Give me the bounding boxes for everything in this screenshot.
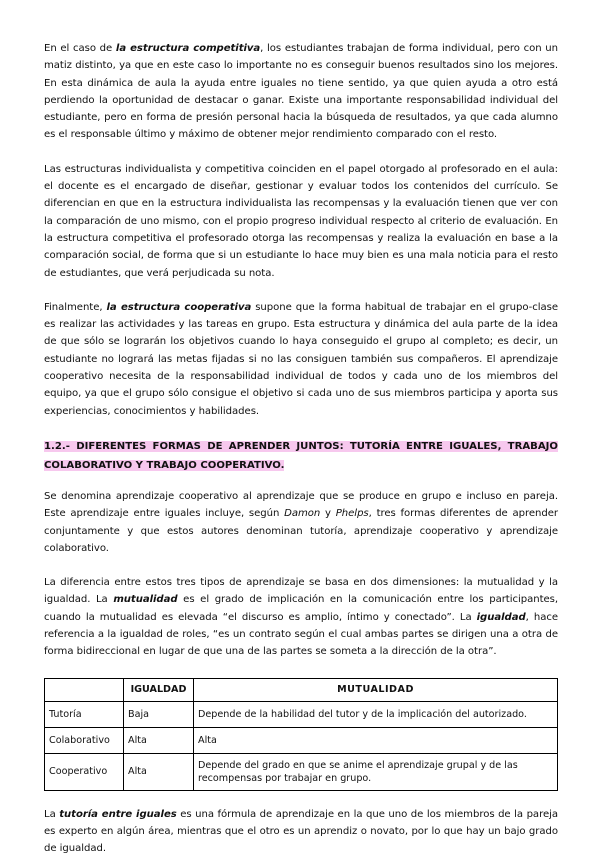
table-cell-mutualidad: Depende de la habilidad del tutor y de la implicación del autorizado. [194, 701, 558, 727]
paragraph-cooperative-structure [44, 299, 558, 420]
table-header-igualdad: IGUALDAD [124, 678, 194, 701]
table-cell-igualdad: Alta [124, 727, 194, 753]
text: , los estudiantes trabajan de forma individual, pero con un matiz distinto, ya que en este caso lo importante no es conseguir buenos resultados sino los mejores. En esta dinámica de aula la ayuda entre iguales no tiene sentido, ya que quien ayuda a otro está perdiendo la oportunidad de destacar o ganar. Existe una importante responsabilidad individual del estudiante, pero en forma de presión personal hacia la búsqueda de resultados, ya que cada alumno es el responsable último y máximo de obtener mejor rendimiento comparado con el resto. [44, 43, 558, 141]
table-cell-igualdad: Alta [124, 753, 194, 790]
text: supone que la forma habitual de trabajar en el grupo-clase es realizar las actividades y las tareas en grupo. Esta estructura y dinámica del aula parte de la idea de que sólo se lograrán los objetivos cuando lo haya conseguido el grupo al completo; es decir, un estudiante no logrará las metas fijadas si no las consiguen también sus compañeros. El aprendizaje cooperativo necesita de la responsabilidad individual de todos y cada uno de los miembros del equipo, ya que el grupo sólo consigue el objetivo si cada uno de sus miembros participa y aporta sus experiencias, conocimientos y habilidades. [44, 301, 558, 417]
text: y [320, 508, 336, 520]
text: , hace referencia a la igualdad de roles, “es un contrato según el cual ambas partes se dirigen una a otra de forma bidireccional en lugar de que una de las partes se someta a la dirección de la otra”. [44, 611, 558, 658]
text: La diferencia entre estos tres tipos de aprendizaje se basa en dos dimensiones: la mutualidad y la igualdad. La [44, 577, 558, 606]
term-cooperative-structure: la estructura cooperativa [106, 301, 252, 313]
section-heading-text: 1.2.- DIFERENTES FORMAS DE APRENDER JUNTOS: TUTORÍA ENTRE IGUALES, TRABAJO COLABORATIVO Y TRABAJO COOPERATIVO. [44, 440, 558, 471]
table-row [45, 727, 558, 753]
paragraph-structures-comparison: Las estructuras individualista y competitiva coinciden en el papel otorgado al profesorado en el aula: el docente es el encargado de diseñar, gestionar y evaluar todos los contenidos del currículo. Se diferencian en que en la estructura individualista las recompensas y la evaluación tienen que ver con la comparación de uno mismo, con el propio progreso individual respecto al criterio de evaluación. En la estructura competitiva el profesorado otorga las recompensas y realiza la evaluación en base a la comparación social, de forma que si un estudiante lo hace muy bien es una mala noticia para el resto de estudiantes, que verá perjudicada su nota. [44, 163, 558, 279]
paragraph-peer-tutoring [44, 806, 558, 858]
term-igualdad: igualdad [476, 611, 526, 623]
table-header-empty [45, 678, 124, 701]
text: es una fórmula de aprendizaje en la que uno de los miembros de la pareja es experto en algún área, mientras que el otro es un aprendiz o novato, por lo que hay un bajo grado de igualdad. [44, 808, 558, 855]
table-cell-type: Colaborativo [45, 727, 124, 753]
text: Se denomina aprendizaje cooperativo al aprendizaje que se produce en grupo e incluso en pareja. Este aprendizaje entre iguales incluye, según [44, 490, 558, 520]
text: , tres formas diferentes de aprender conjuntamente y que estos autores denominan tutoría, aprendizaje cooperativo y aprendizaje colaborativo. [44, 508, 558, 554]
table-cell-igualdad: Baja [124, 701, 194, 727]
text: es el grado de implicación en la comunicación entre los participantes, cuando la mutualidad es elevada “el discurso es amplio, íntimo y conectado”. La [44, 594, 559, 623]
table-header-mutualidad: MUTUALIDAD [194, 678, 558, 701]
author-phelps: Phelps [335, 508, 369, 520]
table-cell-type: Cooperativo [45, 753, 124, 790]
term-competitive-structure: la estructura competitiva [115, 43, 261, 54]
section-heading [44, 437, 558, 475]
paragraph-peer-learning [44, 488, 558, 557]
table-cell-mutualidad: Depende del grado en que se anime el aprendizaje grupal y de las recompensas por trabajar en grupo. [194, 753, 558, 790]
table-cell-type: Tutoría [45, 701, 124, 727]
document-body [44, 40, 558, 858]
paragraph-competitive-structure [44, 40, 558, 144]
table-row [45, 753, 558, 790]
table-cell-mutualidad: Alta [194, 727, 558, 753]
text: En el caso de [44, 43, 116, 54]
paragraph-dimensions [44, 574, 558, 660]
comparison-table [44, 678, 558, 791]
table-row [45, 701, 558, 727]
text: Finalmente, [44, 301, 107, 313]
term-mutualidad: mutualidad [113, 594, 178, 606]
author-damon: Damon [284, 508, 321, 520]
table-header-row [45, 678, 558, 701]
text: La [44, 808, 60, 820]
term-peer-tutoring: tutoría entre iguales [59, 808, 177, 820]
